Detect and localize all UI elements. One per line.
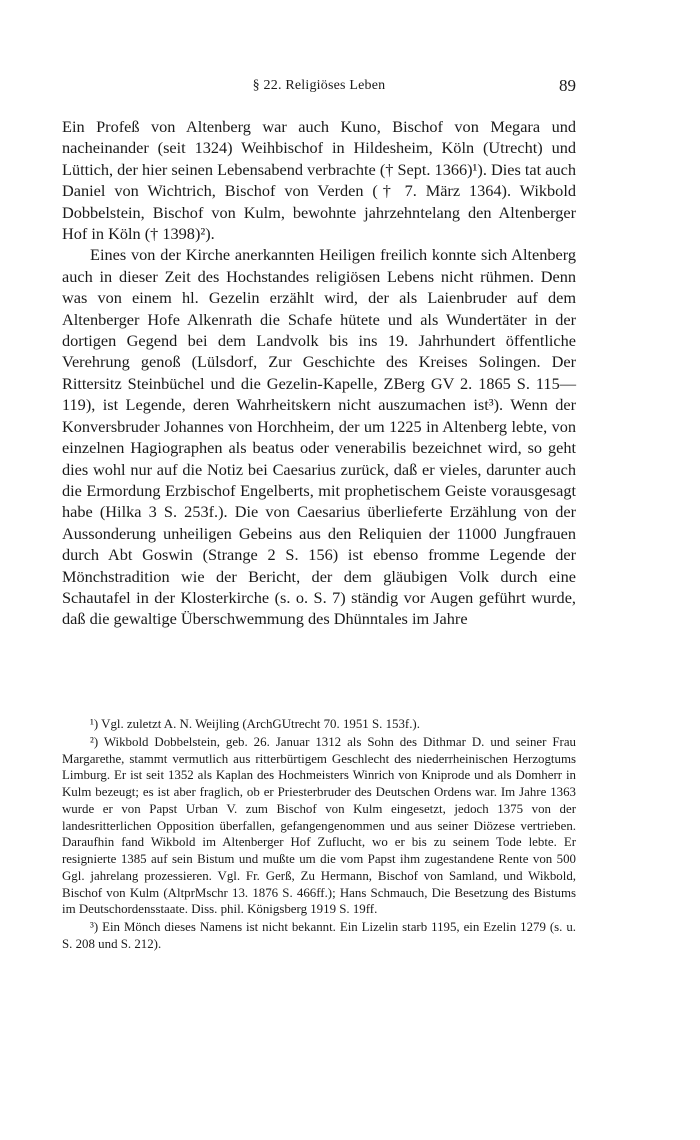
page-number: 89 xyxy=(559,76,576,95)
page-header xyxy=(62,78,576,100)
footnote-1: ¹) Vgl. zuletzt A. N. Weijling (ArchGUtrecht 70. 1951 S. 153f.). xyxy=(90,717,420,731)
main-text xyxy=(62,116,576,630)
running-title: § 22. Religiöses Leben xyxy=(252,78,386,93)
paragraph-2: Eines von der Kirche anerkannten Heiligen freilich konnte sich Altenberg auch in dieser Zeit des Hochstandes religiösen Lebens nicht rühmen. Denn was von einem hl. Gezelin erzählt wird, der als Laienbruder auf dem Altenberger Hofe Alkenrath die Schafe hütete und als Wundertäter in der dortigen Gegend bei dem Landvolk bis ins 19. Jahrhundert öffentliche Verehrung genoß (Lülsdorf, Zur Geschichte des Kreises Solingen. Der Rittersitz Steinbüchel und die Gezelin-Kapelle, ZBerg GV 2. 1865 S. 115—119), ist Legende, deren Wahrheitskern nicht auszumachen ist³). Wenn der Konversbruder Johannes von Horchheim, der um 1225 in Altenberg lebte, von einzelnen Hagiographen als beatus oder venerabilis bezeichnet wird, so geht dies wohl nur auf die Notiz bei Caesarius zurück, daß er vieles, darunter auch die Ermordung Erzbischof Engelberts, mit prophetischem Geiste vorausgesagt habe (Hilka 3 S. 253f.). Die von Caesarius überlieferte Erzählung von der Aussonderung unheiligen Gebeins aus den Reliquien der 11000 Jungfrauen durch Abt Goswin (Strange 2 S. 156) ist ebenso fromme Legende der Mönchstradition wie der Bericht, der dem gläubigen Volk durch eine Schautafel in der Klosterkirche (s. o. S. 7) ständig vor Augen geführt wurde, daß die gewaltige Überschwemmung des Dhünntales im Jahre xyxy=(62,245,576,629)
footnote-3: ³) Ein Mönch dieses Namens ist nicht bekannt. Ein Lizelin starb 1195, ein Ezelin 1279 (s. u. S. 208 und S. 212). xyxy=(62,920,576,951)
footnotes xyxy=(62,716,576,953)
footnote-2: ²) Wikbold Dobbelstein, geb. 26. Januar 1312 als Sohn des Dithmar D. und seiner Frau Margarethe, stammt vermutlich aus ritterbürtigem Geschlecht des niederrheinischen Herzogtums Limburg. Er ist seit 1352 als Kaplan des Hochmeisters Winrich von Kniprode und als Domherr in Kulm bezeugt; es ist aber fraglich, ob er Priesterbruder des Deutschen Ordens war. Im Jahre 1363 wurde er von Papst Urban V. zum Bischof von Kulm eingesetzt, jedoch 1375 von der landesritterlichen Opposition überfallen, gefangengenommen und aus seiner Diözese vertrieben. Daraufhin fand Wikbold im Altenberger Hof Zuflucht, wo er bis zu seinem Tode lebte. Er resignierte 1385 auf sein Bistum und mußte um die vom Papst ihm zugestandene Rente von 500 Ggl. jahrelang prozessieren. Vgl. Fr. Gerß, Zu Hermann, Bischof von Samland, und Wikbold, Bischof von Kulm (AltprMschr 13. 1876 S. 466ff.); Hans Schmauch, Die Besetzung des Bistums im Deutschordensstaate. Diss. phil. Königsberg 1919 S. 19ff. xyxy=(62,734,576,917)
paragraph-1: Ein Profeß von Altenberg war auch Kuno, Bischof von Megara und nacheinander (seit 1324) Weihbischof in Hildesheim, Köln (Utrecht) und Lüttich, der hier seinen Lebensabend verbrachte († Sept. 1366)¹). Dies tat auch Daniel von Wichtrich, Bischof von Verden († 7. März 1364). Wikbold Dobbelstein, Bischof von Kulm, bewohnte jahrzehntelang den Altenberger Hof in Köln († 1398)²). xyxy=(62,117,576,244)
